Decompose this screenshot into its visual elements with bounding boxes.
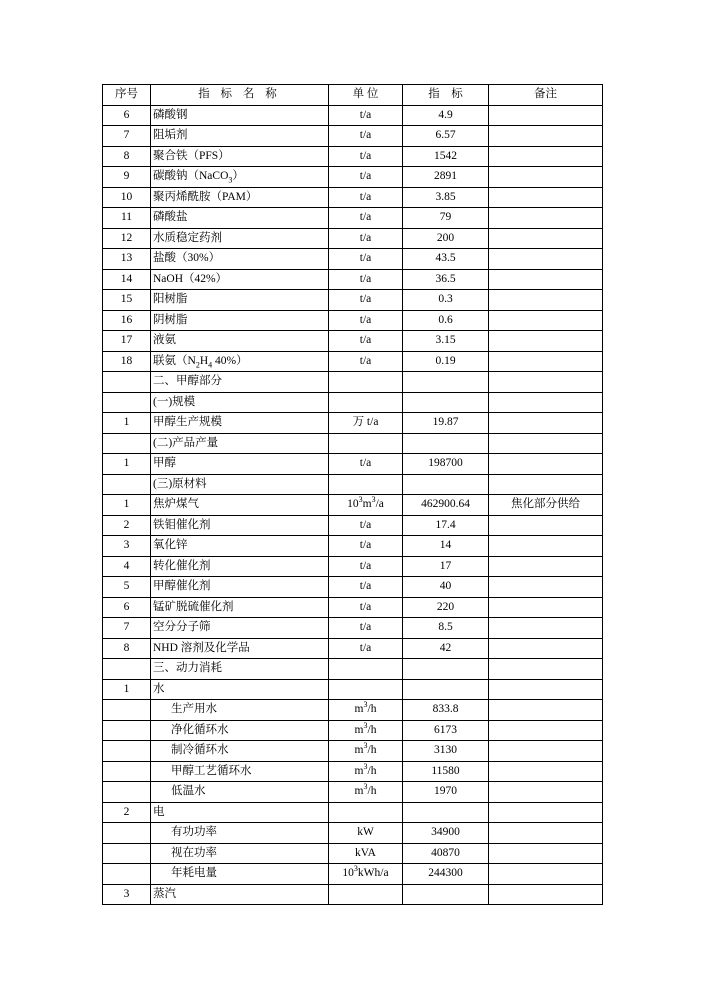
row-value: 4.9: [403, 105, 489, 126]
table-row: [103, 454, 603, 475]
row-number: [103, 741, 151, 762]
table-row: [103, 167, 603, 188]
row-indicator-name: 焦炉煤气: [151, 495, 329, 516]
row-number: [103, 720, 151, 741]
table-row: [103, 577, 603, 598]
table-row: [103, 679, 603, 700]
table-row: [103, 638, 603, 659]
row-value: [403, 802, 489, 823]
indicator-table: [102, 84, 603, 905]
row-value: 244300: [403, 864, 489, 885]
row-value: 36.5: [403, 269, 489, 290]
row-unit: t/a: [329, 249, 403, 270]
row-unit: 万 t/a: [329, 413, 403, 434]
row-unit: $m^3/h$: [329, 782, 403, 803]
row-unit: t/a: [329, 105, 403, 126]
row-number: 1: [103, 413, 151, 434]
row-value: 40: [403, 577, 489, 598]
row-note: [489, 577, 603, 598]
row-number: [103, 823, 151, 844]
row-number: [103, 843, 151, 864]
row-value: 14: [403, 536, 489, 557]
row-note: [489, 187, 603, 208]
row-note: [489, 823, 603, 844]
row-indicator-name: 空分分子筛: [151, 618, 329, 639]
row-number: [103, 864, 151, 885]
row-number: [103, 372, 151, 393]
row-note: [489, 249, 603, 270]
row-note: [489, 392, 603, 413]
row-number: 14: [103, 269, 151, 290]
row-value: 11580: [403, 761, 489, 782]
row-indicator-name: 联氨（$N_2H_4$ 40%）: [151, 351, 329, 372]
row-note: 焦化部分供给: [489, 495, 603, 516]
table-row: [103, 331, 603, 352]
row-value: 17.4: [403, 515, 489, 536]
row-unit: t/a: [329, 126, 403, 147]
row-value: 2891: [403, 167, 489, 188]
row-indicator-name: 甲醇: [151, 454, 329, 475]
row-unit: t/a: [329, 536, 403, 557]
row-number: 18: [103, 351, 151, 372]
row-number: 15: [103, 290, 151, 311]
row-value: 34900: [403, 823, 489, 844]
table-row: [103, 187, 603, 208]
row-value: 6.57: [403, 126, 489, 147]
row-indicator-name: 制冷循环水: [151, 741, 329, 762]
row-value: 1542: [403, 146, 489, 167]
row-note: [489, 536, 603, 557]
row-number: [103, 659, 151, 680]
row-indicator-name: 磷酸盐: [151, 208, 329, 229]
table-row: [103, 597, 603, 618]
row-unit: t/a: [329, 269, 403, 290]
table-row: [103, 372, 603, 393]
row-number: [103, 782, 151, 803]
row-indicator-name: 阴树脂: [151, 310, 329, 331]
row-indicator-name: 水质稳定药剂: [151, 228, 329, 249]
row-unit: t/a: [329, 228, 403, 249]
row-indicator-name: 净化循环水: [151, 720, 329, 741]
row-unit: t/a: [329, 331, 403, 352]
row-value: 17: [403, 556, 489, 577]
row-note: [489, 208, 603, 229]
table-row: [103, 392, 603, 413]
table-row: [103, 126, 603, 147]
row-value: 0.6: [403, 310, 489, 331]
row-indicator-name: 碳酸钠（NaCO$_3$）: [151, 167, 329, 188]
row-value: [403, 659, 489, 680]
row-note: [489, 659, 603, 680]
row-value: 1970: [403, 782, 489, 803]
row-indicator-name: 磷酸钢: [151, 105, 329, 126]
row-indicator-name: 水: [151, 679, 329, 700]
row-note: [489, 597, 603, 618]
row-indicator-name: 低温水: [151, 782, 329, 803]
table-row: [103, 761, 603, 782]
row-note: [489, 413, 603, 434]
row-note: [489, 720, 603, 741]
row-unit: t/a: [329, 577, 403, 598]
table-row: [103, 720, 603, 741]
row-number: 1: [103, 679, 151, 700]
row-note: [489, 146, 603, 167]
table-row: [103, 515, 603, 536]
row-unit: $10^3m^3/a$: [329, 495, 403, 516]
row-unit: $m^3/h$: [329, 741, 403, 762]
table-row: [103, 228, 603, 249]
header-no: 序号: [103, 85, 151, 106]
row-value: 3130: [403, 741, 489, 762]
row-indicator-name: (二)产品产量: [151, 433, 329, 454]
row-number: 4: [103, 556, 151, 577]
row-note: [489, 310, 603, 331]
row-indicator-name: 阳树脂: [151, 290, 329, 311]
table-row: [103, 433, 603, 454]
table-row: [103, 290, 603, 311]
row-number: [103, 392, 151, 413]
table-row: [103, 700, 603, 721]
row-note: [489, 126, 603, 147]
row-value: [403, 679, 489, 700]
row-value: 40870: [403, 843, 489, 864]
row-value: 220: [403, 597, 489, 618]
row-note: [489, 700, 603, 721]
row-note: [489, 105, 603, 126]
row-value: [403, 392, 489, 413]
row-unit: t/a: [329, 146, 403, 167]
row-number: 11: [103, 208, 151, 229]
row-unit: [329, 884, 403, 905]
table-row: [103, 823, 603, 844]
row-unit: kW: [329, 823, 403, 844]
row-note: [489, 372, 603, 393]
row-value: 0.19: [403, 351, 489, 372]
row-unit: t/a: [329, 454, 403, 475]
row-number: [103, 761, 151, 782]
row-number: 7: [103, 618, 151, 639]
row-value: 833.8: [403, 700, 489, 721]
table-row: [103, 864, 603, 885]
row-value: [403, 372, 489, 393]
row-indicator-name: 有功功率: [151, 823, 329, 844]
table-row: [103, 536, 603, 557]
row-value: 19.87: [403, 413, 489, 434]
row-unit: $10^3kWh/a$: [329, 864, 403, 885]
row-note: [489, 782, 603, 803]
row-value: 200: [403, 228, 489, 249]
row-indicator-name: NaOH（42%）: [151, 269, 329, 290]
row-indicator-name: 视在功率: [151, 843, 329, 864]
row-note: [489, 351, 603, 372]
row-note: [489, 802, 603, 823]
row-indicator-name: 蒸汽: [151, 884, 329, 905]
row-indicator-name: 转化催化剂: [151, 556, 329, 577]
row-note: [489, 167, 603, 188]
header-value: 指 标: [403, 85, 489, 106]
row-indicator-name: (一)规模: [151, 392, 329, 413]
row-note: [489, 761, 603, 782]
row-indicator-name: 生产用水: [151, 700, 329, 721]
row-number: 1: [103, 495, 151, 516]
table-row: [103, 782, 603, 803]
row-number: 6: [103, 105, 151, 126]
row-number: 2: [103, 515, 151, 536]
row-number: 17: [103, 331, 151, 352]
row-unit: $m^3/h$: [329, 720, 403, 741]
table-row: [103, 310, 603, 331]
row-indicator-name: NHD 溶剂及化学品: [151, 638, 329, 659]
row-indicator-name: 聚丙烯酰胺（PAM）: [151, 187, 329, 208]
table-row: [103, 495, 603, 516]
row-note: [489, 864, 603, 885]
row-number: 13: [103, 249, 151, 270]
header-note: 备注: [489, 85, 603, 106]
row-note: [489, 638, 603, 659]
table-row: [103, 659, 603, 680]
row-unit: t/a: [329, 556, 403, 577]
row-unit: [329, 392, 403, 413]
table-row: [103, 843, 603, 864]
row-indicator-name: 年耗电量: [151, 864, 329, 885]
row-unit: [329, 802, 403, 823]
table-row: [103, 269, 603, 290]
row-unit: t/a: [329, 515, 403, 536]
row-number: 8: [103, 146, 151, 167]
row-value: [403, 433, 489, 454]
row-note: [489, 843, 603, 864]
row-unit: t/a: [329, 167, 403, 188]
row-value: 462900.64: [403, 495, 489, 516]
table-row: [103, 474, 603, 495]
row-number: 3: [103, 884, 151, 905]
row-note: [489, 228, 603, 249]
row-indicator-name: (三)原材料: [151, 474, 329, 495]
row-unit: t/a: [329, 638, 403, 659]
row-value: 3.85: [403, 187, 489, 208]
row-unit: t/a: [329, 618, 403, 639]
row-value: 42: [403, 638, 489, 659]
row-indicator-name: 铁钼催化剂: [151, 515, 329, 536]
row-unit: [329, 372, 403, 393]
row-indicator-name: 锰矿脱硫催化剂: [151, 597, 329, 618]
row-number: 16: [103, 310, 151, 331]
row-note: [489, 515, 603, 536]
row-indicator-name: 甲醇工艺循环水: [151, 761, 329, 782]
row-unit: [329, 659, 403, 680]
row-number: 2: [103, 802, 151, 823]
row-number: 7: [103, 126, 151, 147]
row-indicator-name: 电: [151, 802, 329, 823]
row-unit: t/a: [329, 310, 403, 331]
row-indicator-name: 甲醇催化剂: [151, 577, 329, 598]
header-unit: 单 位: [329, 85, 403, 106]
table-header-row: [103, 85, 603, 106]
row-unit: [329, 679, 403, 700]
row-value: 0.3: [403, 290, 489, 311]
row-unit: $m^3/h$: [329, 761, 403, 782]
row-value: 43.5: [403, 249, 489, 270]
row-unit: t/a: [329, 187, 403, 208]
row-number: 8: [103, 638, 151, 659]
row-value: [403, 884, 489, 905]
row-note: [489, 454, 603, 475]
row-note: [489, 433, 603, 454]
table-row: [103, 105, 603, 126]
row-note: [489, 331, 603, 352]
row-indicator-name: 聚合铁（PFS）: [151, 146, 329, 167]
row-value: 79: [403, 208, 489, 229]
row-number: 5: [103, 577, 151, 598]
row-value: 6173: [403, 720, 489, 741]
table-row: [103, 618, 603, 639]
row-unit: kVA: [329, 843, 403, 864]
table-row: [103, 249, 603, 270]
row-number: [103, 700, 151, 721]
row-note: [489, 679, 603, 700]
row-number: [103, 474, 151, 495]
row-value: 198700: [403, 454, 489, 475]
row-indicator-name: 甲醇生产规模: [151, 413, 329, 434]
row-note: [489, 474, 603, 495]
table-row: [103, 884, 603, 905]
header-name: 指 标 名 称: [151, 85, 329, 106]
row-note: [489, 884, 603, 905]
row-indicator-name: 三、动力消耗: [151, 659, 329, 680]
row-number: 3: [103, 536, 151, 557]
row-unit: t/a: [329, 351, 403, 372]
row-indicator-name: 氧化锌: [151, 536, 329, 557]
table-row: [103, 802, 603, 823]
table-row: [103, 556, 603, 577]
table-row: [103, 741, 603, 762]
row-unit: t/a: [329, 208, 403, 229]
row-indicator-name: 盐酸（30%）: [151, 249, 329, 270]
row-number: [103, 433, 151, 454]
row-indicator-name: 二、甲醇部分: [151, 372, 329, 393]
row-note: [489, 741, 603, 762]
row-unit: t/a: [329, 290, 403, 311]
row-value: 8.5: [403, 618, 489, 639]
row-number: 6: [103, 597, 151, 618]
row-unit: t/a: [329, 597, 403, 618]
row-note: [489, 618, 603, 639]
table-body: [103, 105, 603, 905]
row-indicator-name: 阻垢剂: [151, 126, 329, 147]
table-row: [103, 413, 603, 434]
row-unit: $m^3/h$: [329, 700, 403, 721]
table-row: [103, 146, 603, 167]
table-row: [103, 351, 603, 372]
row-note: [489, 556, 603, 577]
row-number: 12: [103, 228, 151, 249]
row-number: 10: [103, 187, 151, 208]
row-note: [489, 290, 603, 311]
row-unit: [329, 433, 403, 454]
row-number: 9: [103, 167, 151, 188]
row-value: [403, 474, 489, 495]
row-number: 1: [103, 454, 151, 475]
row-unit: [329, 474, 403, 495]
row-value: 3.15: [403, 331, 489, 352]
row-note: [489, 269, 603, 290]
row-indicator-name: 液氨: [151, 331, 329, 352]
table-row: [103, 208, 603, 229]
